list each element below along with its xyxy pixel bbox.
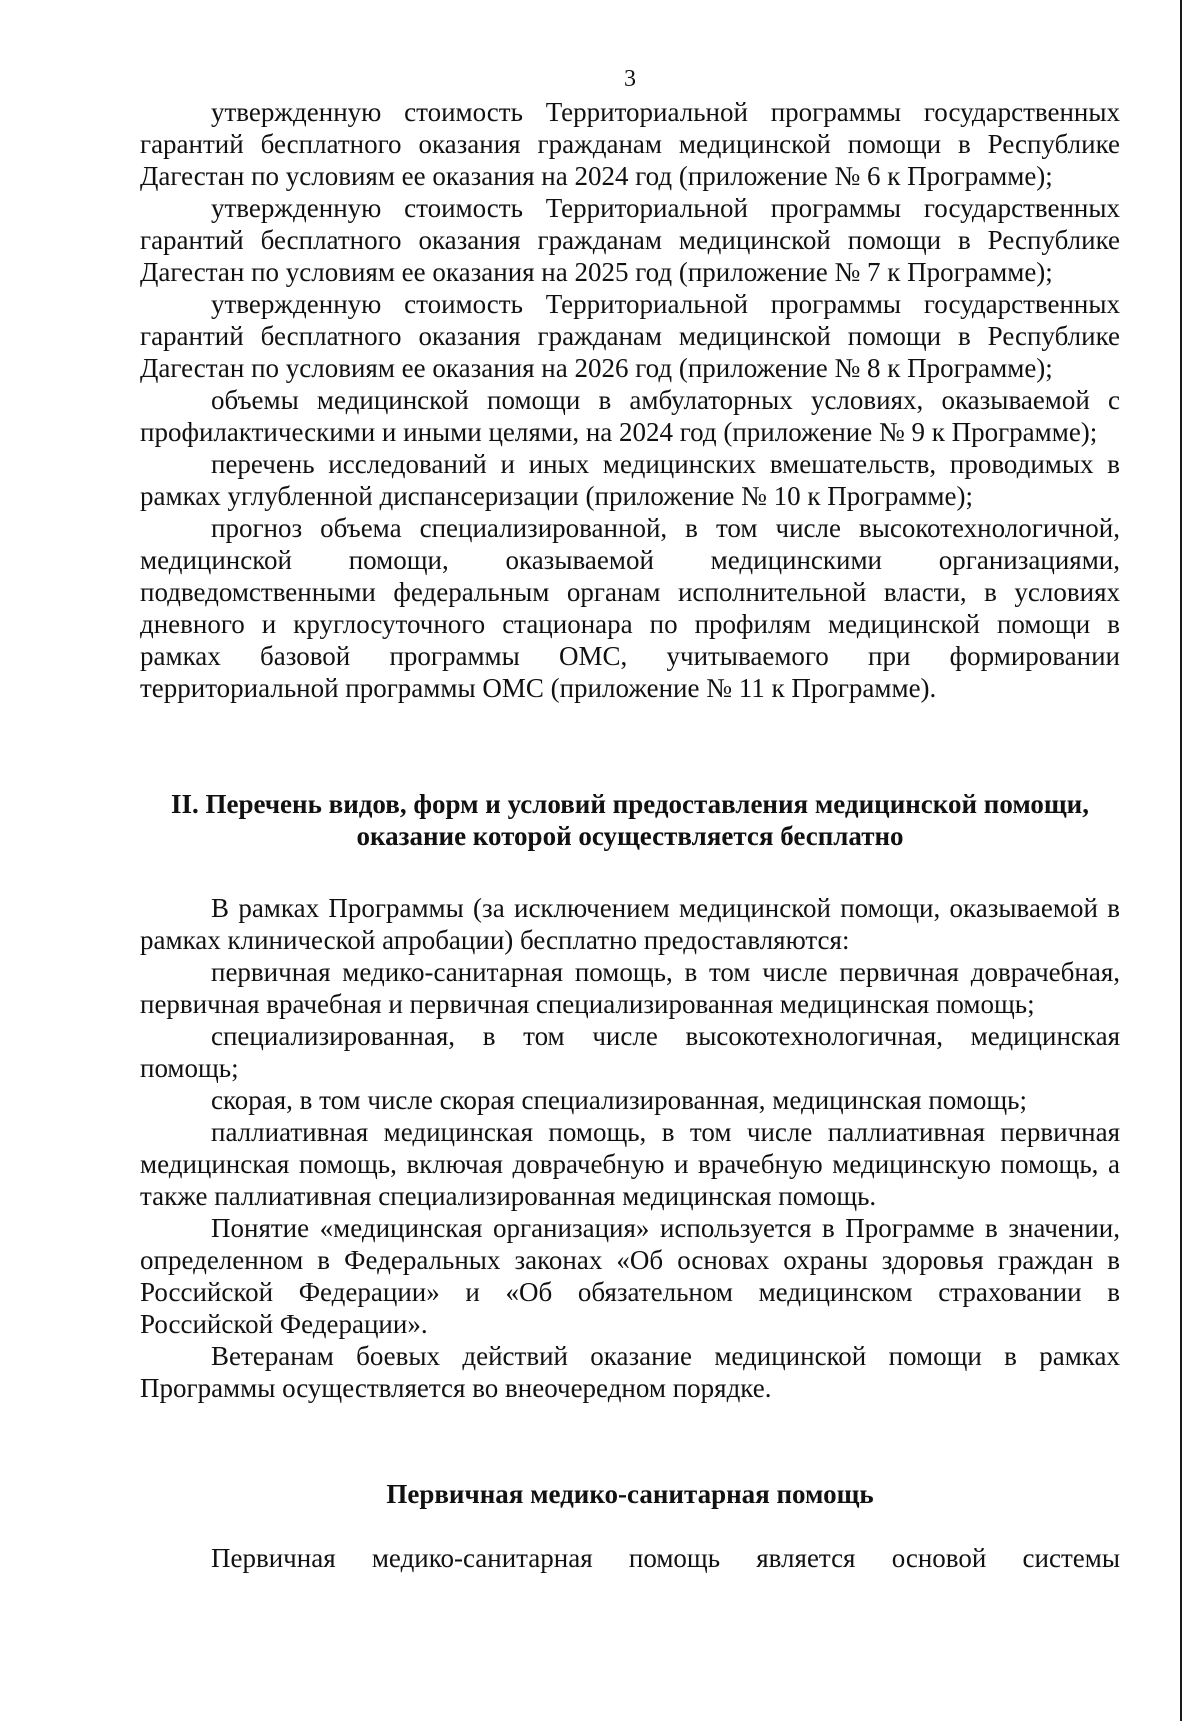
paragraph-primary-care-basis: Первичная медико-санитарная помощь является основой системы [211,1543,1120,1573]
paragraph-ambulatory-volumes: объемы медицинской помощи в амбулаторных условиях, оказываемой с профилактическими и иными целями, на 2024 год (приложение № 9 к Программе); [140,385,1120,447]
scan-edge-line [1180,0,1182,1721]
page-number: 3 [624,66,636,92]
paragraph-primary-care: первичная медико-санитарная помощь, в том числе первичная доврачебная, первичная врачебная и первичная специализированная медицинская помощь; [140,957,1120,1019]
final-text-block [140,1542,1120,1574]
paragraph-emergency-care: скорая, в том числе скорая специализированная, медицинская помощь; [211,1085,1027,1115]
paragraph-medical-organization: Понятие «медицинская организация» используется в Программе в значении, определенном в Федеральных законах «Об основах охраны здоровья граждан в Российской Федерации» и «Об обязательном медицинском страховании в Российской Федерации». [140,1213,1120,1339]
paragraph-veterans: Ветеранам боевых действий оказание медицинской помощи в рамках Программы осуществляется во внеочередном порядке. [140,1341,1120,1403]
paragraph-specialized-forecast: прогноз объема специализированной, в том числе высокотехнологичной, медицинской помощи, оказываемой медицинскими организациями, подведомственными федеральным органам исполнительной власти, в условиях дневного и круглосуточного стационара по профилям медицинской помощи в рамках базовой программы ОМС, учитываемого при формировании территориальной программы ОМС (приложение № 11 к Программе). [140,513,1120,703]
section-heading [140,788,1120,852]
section-text-block [140,892,1120,1404]
paragraph-specialized-care: специализированная, в том числе высокотехнологичная, медицинская помощь; [140,1021,1120,1083]
paragraph-research-list: перечень исследований и иных медицинских вмешательств, проводимых в рамках углубленной диспансеризации (приложение № 10 к Программе); [140,449,1120,511]
intro-text-block [140,96,1120,704]
paragraph-cost-2025: утвержденную стоимость Территориальной программы государственных гарантий бесплатного оказания гражданам медицинской помощи в Республике Дагестан по условиям ее оказания на 2025 год (приложение № 7 к Программе); [140,193,1120,287]
section-heading-line-2: оказание которой осуществляется бесплатно [356,821,904,851]
paragraph-cost-2024: утвержденную стоимость Территориальной программы государственных гарантий бесплатного оказания гражданам медицинской помощи в Республике Дагестан по условиям ее оказания на 2024 год (приложение № 6 к Программе); [140,97,1120,191]
subheading-primary-care: Первичная медико-санитарная помощь [386,1479,874,1509]
paragraph-palliative-care: паллиативная медицинская помощь, в том числе паллиативная первичная медицинская помощь, включая доврачебную и врачебную медицинскую помощь, а также паллиативная специализированная медицинская помощь. [140,1117,1120,1211]
paragraph-cost-2026: утвержденную стоимость Территориальной программы государственных гарантий бесплатного оказания гражданам медицинской помощи в Республике Дагестан по условиям ее оказания на 2026 год (приложение № 8 к Программе); [140,289,1120,383]
paragraph-program-scope: В рамках Программы (за исключением медицинской помощи, оказываемой в рамках клинической апробации) бесплатно предоставляются: [140,893,1120,955]
section-heading-line-1: II. Перечень видов, форм и условий предоставления медицинской помощи, [171,789,1089,819]
